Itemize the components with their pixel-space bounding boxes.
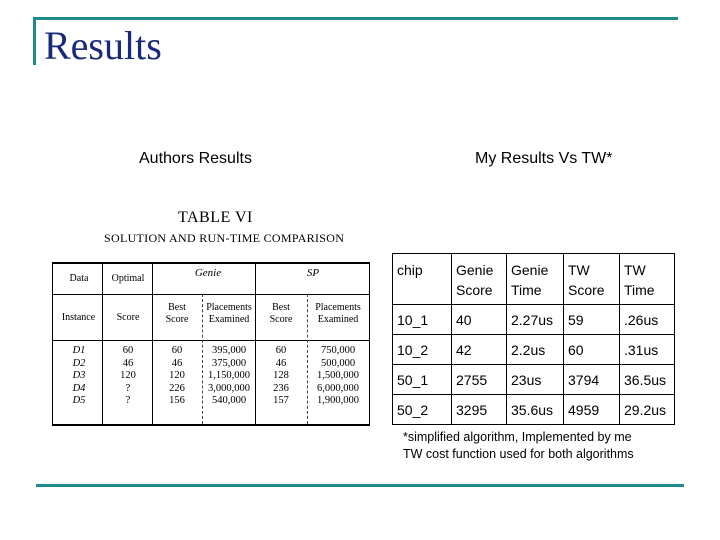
scan-header-genie-best-score: Best Score [165, 302, 189, 325]
table-cell: 4959 [564, 395, 620, 425]
table-header-row [393, 254, 675, 305]
header-cell-genie-score: Genie Score [452, 254, 507, 305]
table-cell: 3794 [564, 365, 620, 395]
table-cell: 10_2 [393, 335, 452, 365]
table-cell: .26us [620, 305, 675, 335]
scan-col-optimal: 60 46 120 ? ? [120, 345, 136, 406]
table-cell: 23us [507, 365, 564, 395]
scan-header-sp-best-score: Best Score [269, 302, 293, 325]
table-cell: 60 [564, 335, 620, 365]
header-cell-chip: chip [393, 254, 452, 305]
scan-header-score: Score [116, 312, 140, 323]
bottom-rule [36, 484, 684, 487]
scan-col-divider [102, 264, 103, 424]
header-cell-genie-time: Genie Time [507, 254, 564, 305]
scan-col-instance: D1 D2 D3 D4 D5 [72, 345, 86, 406]
my-results-table [392, 253, 675, 425]
table-row [393, 395, 675, 425]
scan-col-sp-placements: 750,000 500,000 1,500,000 6,000,000 1,900,000 [317, 345, 359, 406]
table-cell: 50_2 [393, 395, 452, 425]
slide-title: Results [44, 23, 162, 68]
footnote [403, 429, 634, 463]
scan-header-genie-placements: Placements Examined [206, 302, 252, 325]
table-cell: 35.6us [507, 395, 564, 425]
table-cell: 29.2us [620, 395, 675, 425]
scan-header-optimal: Optimal [111, 273, 145, 284]
table-cell: .31us [620, 335, 675, 365]
table-cell: 50_1 [393, 365, 452, 395]
authors-results-table-image [52, 205, 370, 425]
table-cell: 10_1 [393, 305, 452, 335]
scan-table-title: TABLE VI [178, 209, 253, 226]
table-row [393, 305, 675, 335]
table-cell: 40 [452, 305, 507, 335]
scan-header-sp: SP [306, 267, 320, 279]
table-row [393, 365, 675, 395]
my-results-caption: My Results Vs TW* [475, 150, 613, 167]
footnote-line: TW cost function used for both algorithms [403, 447, 634, 461]
scan-col-genie-best: 60 46 120 226 156 [169, 345, 185, 406]
scan-header-data: Data [69, 273, 89, 284]
scan-col-genie-placements: 395,000 375,000 1,150,000 3,000,000 540,000 [208, 345, 250, 406]
scan-rule [53, 294, 369, 295]
table-cell: 42 [452, 335, 507, 365]
header-cell-tw-time: TW Time [620, 254, 675, 305]
scan-rule [53, 340, 369, 341]
scan-header-instance: Instance [61, 312, 96, 323]
table-cell: 59 [564, 305, 620, 335]
table-cell: 2.27us [507, 305, 564, 335]
scan-header-genie: Genie [194, 267, 222, 279]
table-cell: 2.2us [507, 335, 564, 365]
table-cell: 36.5us [620, 365, 675, 395]
scan-table [52, 262, 370, 426]
header-cell-tw-score: TW Score [564, 254, 620, 305]
footnote-line: *simplified algorithm, Implemented by me [403, 430, 632, 444]
scan-table-subtitle: SOLUTION AND RUN-TIME COMPARISON [104, 231, 345, 245]
title-rule-top [33, 17, 678, 20]
authors-results-caption: Authors Results [139, 150, 252, 167]
table-row [393, 335, 675, 365]
scan-col-sp-best: 60 46 128 236 157 [273, 345, 289, 406]
scan-header-sp-placements: Placements Examined [315, 302, 361, 325]
table-cell: 2755 [452, 365, 507, 395]
title-rule-left [33, 17, 36, 65]
table-cell: 3295 [452, 395, 507, 425]
